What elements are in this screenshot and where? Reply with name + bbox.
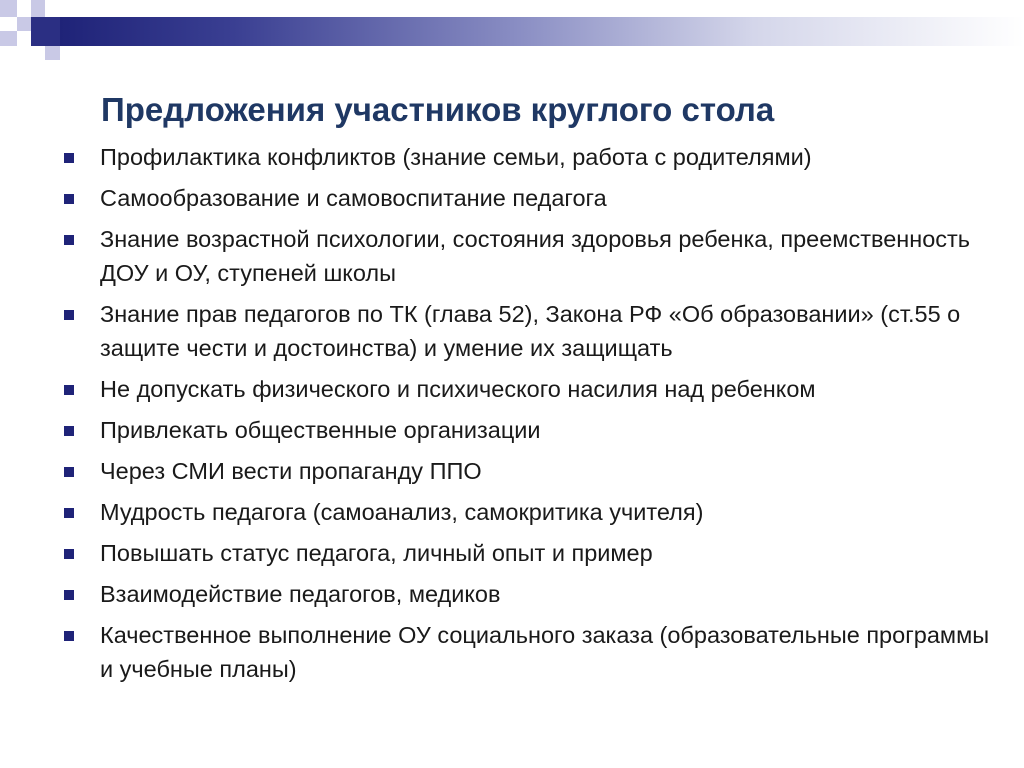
deco-square [31,17,60,46]
list-item-text: Привлекать общественные организации [100,417,541,443]
deco-square [17,31,31,46]
list-item-text: Не допускать физического и психического насилия над ребенком [100,376,816,402]
bullet-list [60,140,990,693]
list-item [60,222,990,290]
slide-title: Предложения участников круглого стола [101,91,775,128]
square-bullet-icon [64,385,74,395]
square-bullet-icon [64,467,74,477]
deco-square [31,46,45,60]
square-bullet-icon [64,426,74,436]
square-bullet-icon [64,631,74,641]
list-item-text: Мудрость педагога (самоанализ, самокритика учителя) [100,499,704,525]
deco-square [45,46,60,60]
list-item [60,454,990,488]
list-item [60,140,990,174]
list-item [60,495,990,529]
deco-square [0,17,17,31]
deco-square [31,0,45,17]
list-item-text: Самообразование и самовоспитание педагога [100,185,607,211]
deco-square [0,31,17,46]
list-item-text: Профилактика конфликтов (знание семьи, работа с родителями) [100,144,812,170]
deco-square [17,17,31,31]
list-item [60,297,990,365]
list-item [60,577,990,611]
list-item [60,536,990,570]
list-item-text: Знание прав педагогов по ТК (глава 52), Закона РФ «Об образовании» (ст.55 о защите чести и достоинства) и умение их защищать [100,301,961,361]
list-item [60,413,990,447]
square-bullet-icon [64,235,74,245]
deco-square [17,0,31,17]
list-item-text: Качественное выполнение ОУ социального заказа (образовательные программы и учебные планы) [100,622,990,682]
list-item [60,372,990,406]
header-gradient-band [60,17,1024,46]
square-bullet-icon [64,590,74,600]
square-bullet-icon [64,508,74,518]
list-item-text: Через СМИ вести пропаганду ППО [100,458,482,484]
square-bullet-icon [64,310,74,320]
square-bullet-icon [64,194,74,204]
list-item [60,618,990,686]
list-item-text: Взаимодействие педагогов, медиков [100,581,501,607]
square-bullet-icon [64,153,74,163]
list-item-text: Знание возрастной психологии, состояния здоровья ребенка, преемственность ДОУ и ОУ, ступеней школы [100,226,971,286]
list-item [60,181,990,215]
list-item-text: Повышать статус педагога, личный опыт и пример [100,540,653,566]
square-bullet-icon [64,549,74,559]
deco-square [0,0,17,17]
